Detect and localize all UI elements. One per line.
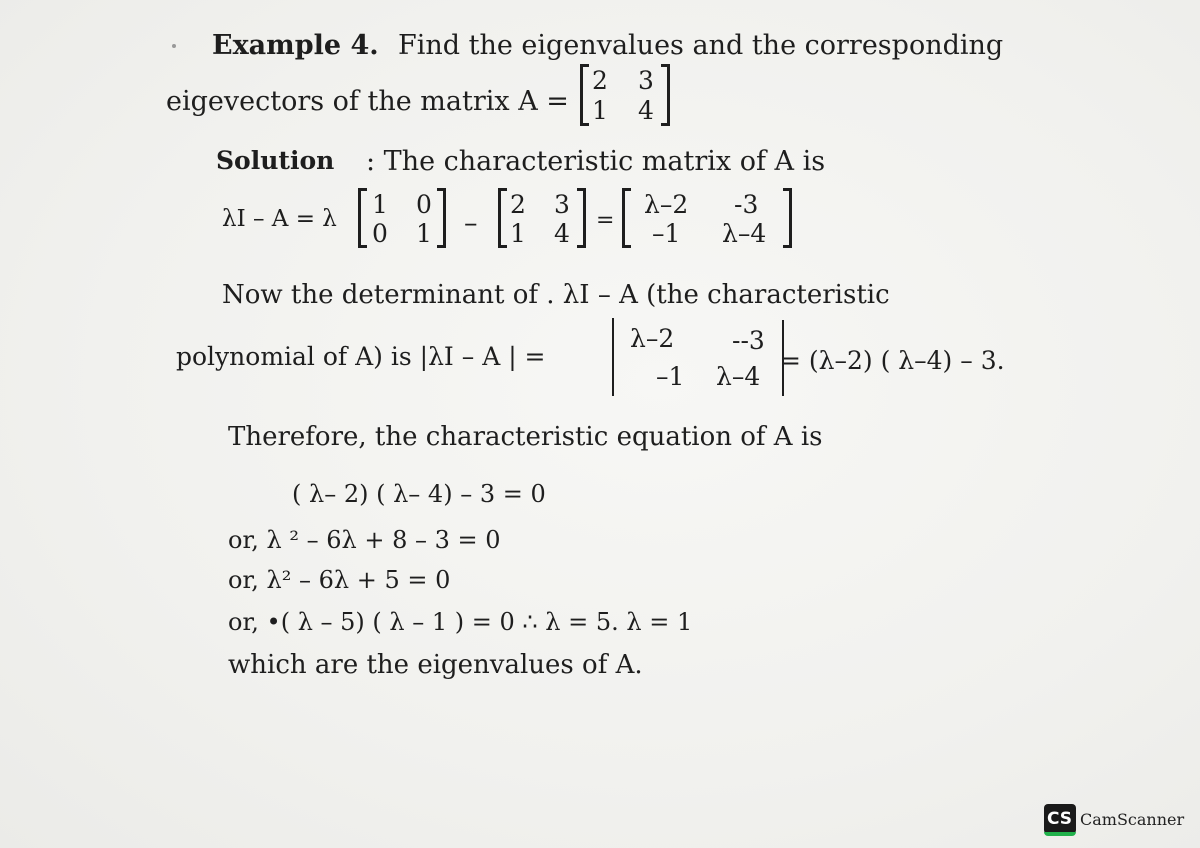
determinant-cell: --3 xyxy=(732,326,765,355)
determinant-line1: Now the determinant of . λI – A (the characteristic xyxy=(222,280,890,310)
example-label: Example 4. xyxy=(212,30,379,61)
determinant-cell: λ–2 xyxy=(630,324,675,353)
bullet-dot xyxy=(172,44,176,48)
matrix-cell: 4 xyxy=(554,219,570,248)
matrix-cell: 3 xyxy=(554,190,570,219)
matrix-a xyxy=(580,64,670,126)
matrix-cell: –1 xyxy=(652,219,681,248)
bracket-right xyxy=(661,64,670,126)
matrix-cell: λ–4 xyxy=(722,219,767,248)
camscanner-name: CamScanner xyxy=(1080,810,1185,829)
example-line1: Find the eigenvalues and the corresponding xyxy=(398,30,1004,61)
equation-step3: or, λ² – 6λ + 5 = 0 xyxy=(228,566,451,594)
logo-accent-bar xyxy=(1044,832,1076,836)
equation-step4: or, •( λ – 5) ( λ – 1 ) = 0 ∴ λ = 5. λ = 1 xyxy=(228,608,693,636)
result-matrix xyxy=(622,188,792,248)
solution-label: Solution xyxy=(216,146,335,175)
camscanner-logo xyxy=(1044,804,1076,834)
matrix-cell: 0 xyxy=(372,219,388,248)
determinant-line2-suffix: = (λ–2) ( λ–4) – 3. xyxy=(780,346,1005,375)
equation-step1: ( λ– 2) ( λ– 4) – 3 = 0 xyxy=(292,480,546,508)
determinant-cell: λ–4 xyxy=(716,362,761,391)
equation-conclusion: which are the eigenvalues of A. xyxy=(228,650,643,680)
matrix-cell: 2 xyxy=(510,190,526,219)
equation-intro: Therefore, the characteristic equation of A is xyxy=(228,422,823,452)
identity-matrix xyxy=(358,188,446,248)
equation-step2: or, λ ² – 6λ + 8 – 3 = 0 xyxy=(228,526,501,554)
solution-text: : The characteristic matrix of A is xyxy=(366,146,826,177)
bracket-right xyxy=(577,188,586,248)
matrix-cell: 3 xyxy=(638,66,654,95)
matrix-cell: 4 xyxy=(638,96,654,125)
matrix-cell: 1 xyxy=(372,190,388,219)
matrix-a-repeat xyxy=(498,188,586,248)
bracket-left xyxy=(622,188,631,248)
bracket-left xyxy=(580,64,589,126)
characteristic-lhs: λI – A = λ xyxy=(222,206,337,232)
bracket-right xyxy=(783,188,792,248)
determinant-bar-left xyxy=(612,318,614,396)
example-line2: eigevectors of the matrix A = xyxy=(166,86,569,117)
matrix-cell: λ–2 xyxy=(644,190,689,219)
matrix-cell: 0 xyxy=(416,190,432,219)
matrix-cell: 1 xyxy=(592,96,608,125)
matrix-cell: 2 xyxy=(592,66,608,95)
bracket-left xyxy=(498,188,507,248)
minus-sign: – xyxy=(464,208,478,239)
camscanner-badge: CS xyxy=(1047,809,1073,829)
determinant-cell: –1 xyxy=(656,362,685,391)
determinant-line2-prefix: polynomial of A) is |λI – A | = xyxy=(176,342,546,371)
matrix-cell: -3 xyxy=(734,190,759,219)
equals-sign: = xyxy=(596,208,615,233)
bracket-left xyxy=(358,188,367,248)
matrix-cell: 1 xyxy=(416,219,432,248)
bracket-right xyxy=(437,188,446,248)
matrix-cell: 1 xyxy=(510,219,526,248)
